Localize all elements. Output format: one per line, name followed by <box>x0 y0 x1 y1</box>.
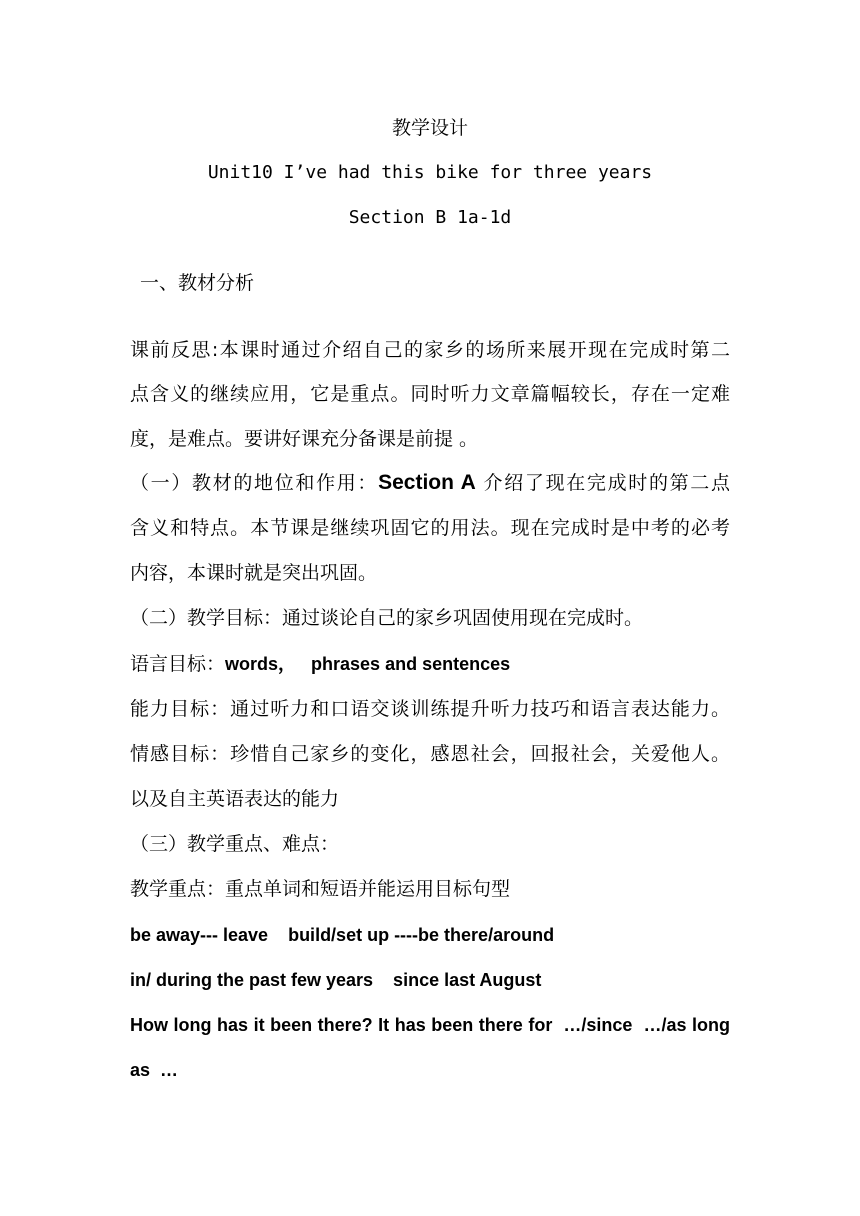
unit-title: Unit10 I’ve had this bike for three years <box>207 162 653 183</box>
part3-heading: （三）教学重点、难点： <box>130 833 340 855</box>
section-a-label: Section A <box>378 471 476 494</box>
language-goal <box>130 651 510 677</box>
part1-line-3: 内容，本课时就是突出巩固。 <box>130 562 378 584</box>
part1-suffix: 介绍了现在完成时的第二点 <box>475 472 730 494</box>
language-goal-label: 语言目标： <box>130 653 226 675</box>
section-title: Section B 1a-1d <box>348 207 512 228</box>
part1-line-2: 含义和特点。本节课是继续巩固它的用法。现在完成时是中考的必考 <box>130 517 730 539</box>
target-sentence-line-1: How long has it been there? It has been there for …/since …/as long <box>130 1015 730 1035</box>
document-title: 教学设计 <box>391 117 468 139</box>
emotion-goal: 情感目标：珍惜自己家乡的变化，感恩社会，回报社会，关爱他人。 <box>130 743 730 765</box>
phrases-line-2: in/ during the past few years since last August <box>130 970 542 990</box>
phrases-line-1: be away--- leave build/set up ----be there/around <box>130 925 555 945</box>
part2-goal: （二）教学目标：通过谈论自己的家乡巩固使用现在完成时。 <box>130 607 644 629</box>
pre-reflection-line-2: 点含义的继续应用，它是重点。同时听力文章篇幅较长，存在一定难 <box>130 383 730 405</box>
language-goal-items: words， phrases and sentences <box>225 654 511 674</box>
part1-prefix: （一）教材的地位和作用： <box>130 472 379 494</box>
pre-reflection-line-3: 度，是难点。要讲好课充分备课是前提 。 <box>130 428 479 450</box>
pre-reflection-line-1: 课前反思:本课时通过介绍自己的家乡的场所来展开现在完成时第二 <box>130 339 730 361</box>
part1-line-1 <box>130 470 730 496</box>
heading-textbook-analysis: 一、教材分析 <box>140 272 255 294</box>
key-points: 教学重点：重点单词和短语并能运用目标句型 <box>130 878 511 900</box>
emotion-goal-cont: 以及自主英语表达的能力 <box>130 788 340 810</box>
ability-goal: 能力目标：通过听力和口语交谈训练提升听力技巧和语言表达能力。 <box>130 698 730 720</box>
target-sentence-line-2: as … <box>130 1060 179 1080</box>
